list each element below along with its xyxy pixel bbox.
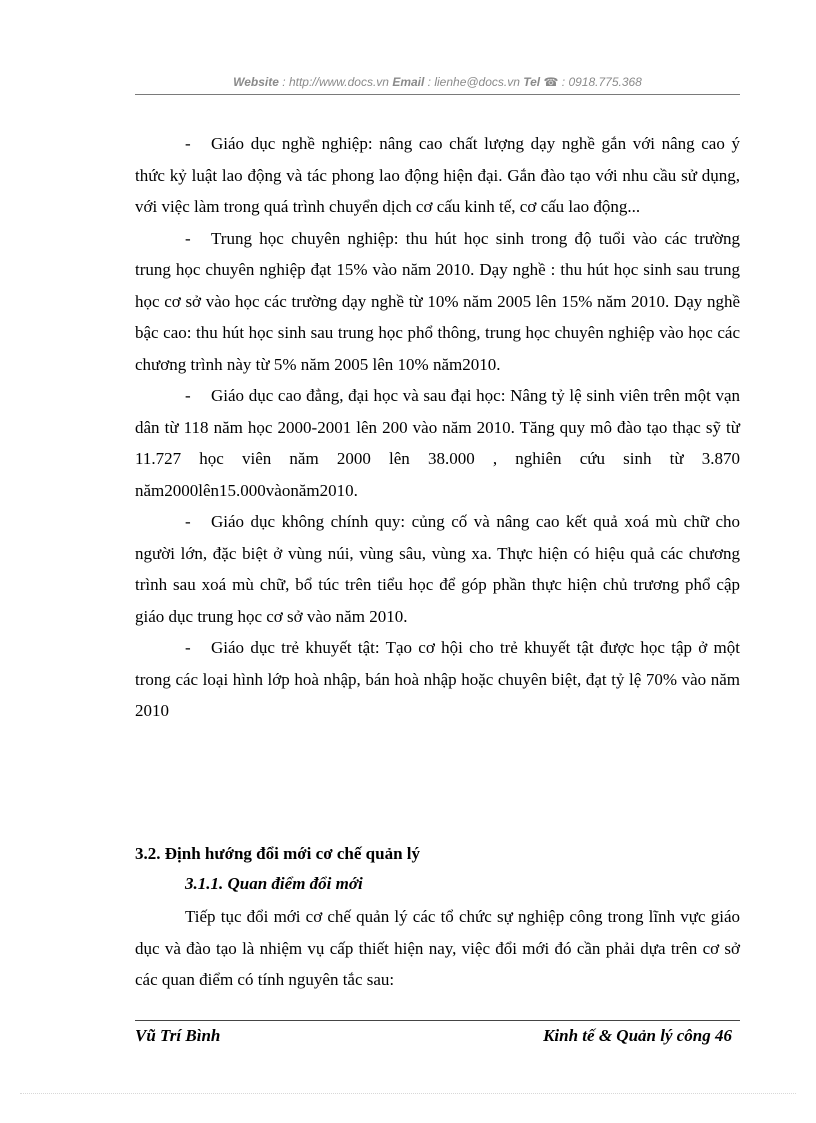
bullet-dash: -: [185, 134, 191, 153]
paragraph-text: Giáo dục trẻ khuyết tật: Tạo cơ hội cho trẻ khuyết tật được học tập ở một trong các loại hình lớp hoà nhập, bán hoà nhập hoặc chuyên biệt, đạt tỷ lệ 70% vào năm 2010: [135, 638, 740, 720]
paragraph-secondary-vocational: [135, 223, 740, 381]
bullet-dash: -: [185, 638, 191, 657]
email-label: Email: [392, 75, 425, 89]
paragraph-text: Trung học chuyên nghiệp: thu hút học sinh trong độ tuổi vào các trường trung học chuyên nghiệp đạt 15% vào năm 2010. Dạy nghề : thu hút học sinh sau trung học cơ sở vào học các trường dạy nghề từ 10% năm 2005 lên 15% năm 2010. Dạy nghề bậc cao: thu hút học sinh sau trung học phổ thông, trung học chuyên nghiệp vào học các chương trình này từ 5% năm 2005 lên 10% năm2010.: [135, 228, 740, 374]
closing-paragraph: Tiếp tục đổi mới cơ chế quản lý các tổ chức sự nghiệp công trong lĩnh vực giáo dục và đào tạo là nhiệm vụ cấp thiết hiện nay, việc đổi mới đó cần phải dựa trên cơ sở các quan điểm có tính nguyên tắc sau:: [135, 907, 740, 989]
website-label: Website: [233, 75, 279, 89]
paragraph-text: Giáo dục nghề nghiệp: nâng cao chất lượng dạy nghề gắn với nâng cao ý thức kỷ luật lao động và tác phong lao động hiện đại. Gắn đào tạo với nhu cầu sử dụng, với việc làm trong quá trình chuyển dịch cơ cấu kinh tế, cơ cấu lao động...: [135, 134, 740, 216]
paragraph-informal-education: [135, 506, 740, 632]
bullet-dash: -: [185, 228, 191, 248]
bullet-dash: -: [185, 512, 191, 531]
tel-label: Tel: [523, 75, 541, 89]
footer-author: Vũ Trí Bình: [135, 1026, 221, 1045]
section-heading: 3.2. Định hướng đổi mới cơ chế quản lý: [135, 844, 420, 863]
tel-value: ☎ : 0918.775.368: [540, 75, 642, 89]
paragraph-disabled-children: [135, 632, 740, 727]
paragraph-vocational-education: [135, 128, 740, 223]
bullet-dash: -: [185, 386, 191, 405]
header-divider: [135, 94, 740, 95]
paragraph-text: Giáo dục không chính quy: củng cố và nâng cao kết quả xoá mù chữ cho người lớn, đặc biệt ở vùng núi, vùng sâu, vùng xa. Thực hiện có hiệu quả các chương trình sau xoá mù chữ, bổ túc trên tiểu học để góp phần thực hiện chủ trương phổ cập giáo dục trung học cơ sở vào năm 2010.: [135, 512, 740, 626]
footer-course-page: Kinh tế & Quản lý công 46: [543, 1026, 732, 1045]
website-value: : http://www.docs.vn: [278, 75, 393, 89]
email-value: : lienhe@docs.vn: [424, 75, 524, 89]
paragraph-text: Giáo dục cao đẳng, đại học và sau đại học: Nâng tỷ lệ sinh viên trên một vạn dân từ 118 năm học 2000-2001 lên 200 vào năm 2010. Tăng quy mô đào tạo thạc sỹ từ 11.727 học viên năm 2000 lên 38.000 , nghiên cứu sinh từ 3.870 năm2000lên15.000vàonăm2010.: [135, 386, 740, 500]
footer-divider: [135, 1020, 740, 1021]
page-header: [135, 75, 740, 89]
paragraph-higher-education: [135, 380, 740, 506]
body-text: [135, 128, 740, 727]
subsection-heading: 3.1.1. Quan điểm đổi mới: [185, 874, 363, 893]
page-edge-dotted-line: [20, 1093, 796, 1094]
closing-text: [135, 901, 740, 996]
